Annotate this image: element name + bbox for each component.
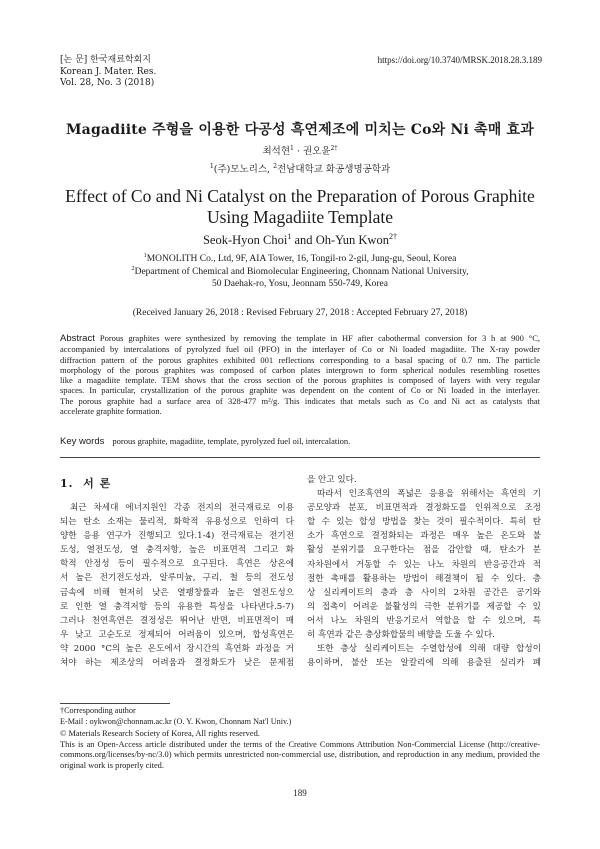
body-line: 로 인한 열 충격저항 등의 유용한 특성을 나타낸다.5-7) [60, 601, 294, 612]
copyright-line: commons.org/licenses/by-nc/3.0) which permits unrestricted non-commercial use, distribution, and reproduction in any medium, provided the [60, 750, 540, 759]
abstract-text: Porous graphites were synthesized by removing the template in HF after cabothermal conversion for 3 h at 900 °C, [99, 333, 540, 343]
body-line: 따라서 인조흑연의 폭넓은 응용을 위해서는 흑연의 기 [317, 489, 541, 500]
affil-en-line-3: 50 Daehak-ro, Yosu, Jeonnam 550-749, Korea [212, 279, 388, 289]
author-1-sup: 1 [290, 144, 294, 152]
affiliations-korean [0, 161, 600, 175]
abstract-line: The porous graphite had a surface area of 328-477 m²/g. This indicates that metals such as Co and Ni act as catalysts that [60, 395, 540, 406]
body-line: 의 접촉이 어려운 불활성의 극한 분위기를 제공할 수 있 [307, 601, 541, 612]
abstract-label: Abstract [60, 333, 95, 344]
body-line: 약 2000 °C의 높은 온도에서 장시간의 흑연화 과정을 거 [60, 643, 294, 654]
received-dates: (Received January 26, 2018 : Revised February 27, 2018 : Accepted February 27, 2018) [132, 308, 468, 318]
abstract-line: spaces. In particular, crystallization of the porous graphite was dependent on the content of Co or Ni loaded in the interlayer. [60, 385, 540, 396]
affil-en-line-2 [0, 266, 600, 279]
title-english [0, 186, 600, 228]
body-line: 학적 안정성 등이 필수적으로 요구된다. 흑연은 상온에 [60, 559, 294, 570]
abstract-line: morphology of the porous graphites was composed of carbon plates intergrown to form spherical nodules resembling rosettes [60, 364, 540, 375]
body-line: 금속에 비해 현저히 낮은 열팽창률과 높은 열전도성으 [60, 587, 294, 598]
title-korean: Magadiite 주형을 이용한 다공성 흑연제조에 미치는 Co와 Ni 촉매 효과 [65, 122, 535, 138]
body-line: 되는 탄소 소재는 물리적, 화학적 유용성으로 인하여 다 [60, 517, 294, 528]
affil-en-sup-2: 2 [131, 265, 135, 272]
section-number: 1. [60, 477, 74, 490]
body-line: 공모양과 분포, 비표면적과 결정화도를 인위적으로 조정 [307, 503, 541, 514]
affil-ko-1: (주)모노리스, [213, 164, 274, 175]
body-line: 우 낮고 고순도로 정제되어 어려움이 있으며, 합성흑연은 [60, 629, 294, 640]
body-line: 그러나 천연흑연은 결정성은 뛰어난 반면, 비표면적이 매 [60, 615, 294, 626]
abstract-line [60, 333, 540, 344]
section-heading [60, 475, 111, 491]
footnote-divider [60, 703, 170, 704]
body-line: 절한 촉매를 활용하는 방법이 해결책이 될 수 있다. 층 [307, 573, 541, 584]
affil-ko-sup-2: 2 [273, 162, 278, 170]
body-column-left [60, 501, 294, 670]
copyright-line: © Materials Research Society of Korea, All rights reserved. [60, 729, 260, 738]
affil-en-text-1: MONOLITH Co., Ltd, 9F, AIA Tower, 16, Tongil-ro 2-gil, Jung-gu, Seoul, Korea [146, 254, 457, 264]
corresponding-author: †Corresponding author [60, 706, 136, 715]
body-line: 을 안고 있다. [307, 475, 357, 485]
abstract [60, 333, 540, 416]
body-line: 상 실리케이트의 층과 층 사이의 2차원 공간은 공기와 [307, 587, 541, 598]
body-line: 서 높은 전기전도성과, 알루미늄, 구리, 철 등의 전도성 [60, 573, 294, 584]
copyright-line: original work is properly cited. [60, 760, 164, 770]
journal-name-korean: [논 문] 한국재료학회지 [60, 55, 151, 65]
body-line: 자차원에서 거동할 수 있는 나노 차원의 반응공간과 적 [307, 559, 541, 570]
body-line: 양한 응용 연구가 진행되고 있다.1-4) 전극재료는 전기전 [60, 531, 294, 542]
author-2-en-sup: 2† [388, 231, 398, 241]
keywords-label: Key words [60, 436, 105, 447]
body-line: 도성, 열전도성, 열 충격저항, 높은 비표면적 그리고 화 [60, 545, 294, 556]
author-and: and [291, 233, 316, 247]
affil-en-text-2: Department of Chemical and Biomolecular Engineering, Chonnam National University, [134, 266, 469, 277]
abstract-line: diffraction pattern of the porous graphites exhibited 001 reflections corresponding to a basal spacing of 0.7 nm. The particle [60, 354, 540, 365]
abstract-line: like a magadiite template. TEM shows that the cross section of the porous graphites is composed of layers with very regular [60, 375, 540, 386]
page-number: 189 [293, 788, 307, 798]
body-line: 또한 층상 실리케이트는 수열합성에 의해 대량 합성이 [317, 644, 541, 655]
copyright-notice [60, 729, 540, 771]
journal-volume: Vol. 28, No. 3 (2018) [60, 78, 155, 88]
footnote [60, 706, 291, 727]
affil-en-sup-1: 1 [143, 252, 147, 259]
author-1-en-sup: 1 [287, 231, 292, 241]
authors-korean [0, 143, 600, 157]
author-2-korean: 권오윤 [302, 146, 331, 157]
body-line: 용이하며, 불산 또는 알칼리에 의해 용출된 실리카 폐 [307, 658, 541, 669]
journal-name-english: Korean J. Mater. Res. [60, 66, 157, 77]
copyright-line: This is an Open-Access article distributed under the terms of the Creative Commons Attribution Non-Commercial License (http://creative- [60, 739, 540, 749]
header-divider [60, 457, 540, 458]
title-english-line-2: Using Magadiite Template [206, 207, 394, 227]
keywords-text: porous graphite, magadiite, template, pyrolyzed fuel oil, intercalation. [112, 436, 351, 446]
doi-link[interactable]: https://doi.org/10.3740/MRSK.2018.28.3.189 [377, 55, 542, 65]
journal-header [60, 55, 156, 90]
author-2-english: Oh-Yun Kwon [315, 233, 389, 247]
author-2-sup: 2† [330, 144, 338, 152]
author-1-korean: 최석현 [262, 146, 290, 157]
body-line: 어서 나노 차원의 반응기로서 역할을 할 수 있으며, 특 [307, 615, 541, 626]
body-line: 소가 흑연으로 결정화되는 과정은 매우 높은 온도와 불 [307, 531, 541, 542]
title-english-line-1: Effect of Co and Ni Catalyst on the Preparation of Porous Graphite [65, 186, 535, 206]
affiliations-english [0, 253, 600, 291]
body-line: 최근 차세대 에너지원인 각종 전지의 전극재료로 이용 [70, 503, 294, 513]
body-line: 히 흑연과 같은 층상화합물의 배향을 도울 수 있다. [307, 630, 495, 641]
affil-en-line-1 [0, 253, 600, 266]
section-title: 서 론 [83, 477, 112, 490]
author-1-english: Seok-Hyon Choi [202, 233, 288, 247]
authors-english [0, 233, 600, 248]
affil-ko-2: 전남대학교 화공생명공학과 [277, 164, 391, 175]
keywords [60, 436, 350, 447]
abstract-line: accompanied by intercalations of pyrolyzed fuel oil (PFO) in the interlayer of Co or Ni loaded magadiite. The X-ray powder [60, 344, 540, 355]
abstract-line: accelerate graphite formation. [60, 406, 162, 417]
body-column-right [307, 473, 541, 670]
body-line: 할 수 있는 합성 방법을 찾는 것이 필수적이다. 특히 탄 [307, 517, 541, 528]
body-line: 쳐야 하는 제조상의 어려움과 결정화도가 낮은 문제점 [60, 658, 294, 669]
author-separator: · [293, 146, 303, 157]
affil-ko-sup-1: 1 [209, 162, 214, 170]
author-email: E-Mail : oykwon@chonnam.ac.kr (O. Y. Kwon, Chonnam Nat'l Univ.) [60, 716, 292, 726]
body-line: 활성 분위기를 요구한다는 점을 감안할 때, 탄소가 분 [307, 545, 541, 556]
